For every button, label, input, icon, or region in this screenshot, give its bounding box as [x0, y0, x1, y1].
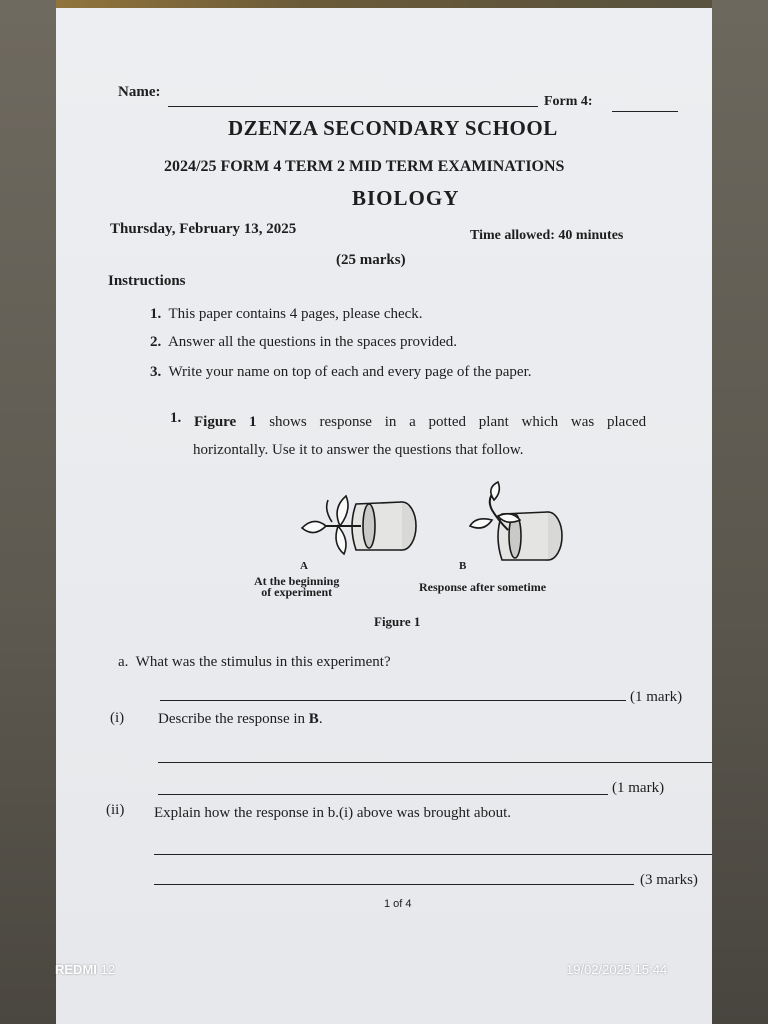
total-marks: (25 marks) [336, 252, 406, 268]
name-answer-line [168, 106, 538, 107]
question-part-ii: Explain how the response in b.(i) above was brought about. [154, 805, 512, 821]
camera-watermark-datetime: 19/02/2025 15:44 [566, 962, 668, 977]
part-ii-label: (ii) [106, 802, 125, 818]
figure-caption-b: Response after sometime [419, 580, 547, 594]
question-part-a [118, 654, 391, 671]
part-label: a. [118, 654, 129, 670]
instruction-number: 3. [150, 364, 162, 380]
answer-line-a[interactable] [160, 700, 626, 701]
part-i-label: (i) [110, 710, 125, 726]
answer-line-ii-2[interactable] [154, 884, 634, 885]
plant-figure [236, 480, 576, 620]
school-name: DZENZA SECONDARY SCHOOL [228, 116, 558, 140]
marks-ii: (3 marks) [640, 872, 698, 888]
instruction-text: Write your name on top of each and every page of the paper. [168, 364, 532, 380]
answer-line-i-2[interactable] [158, 794, 608, 795]
exam-paper [56, 8, 712, 1024]
instruction-text: Answer all the questions in the spaces provided. [167, 334, 458, 350]
background-left [0, 0, 56, 1024]
figure-label-a: A [300, 560, 308, 572]
question-text-line2: horizontally. Use it to answer the questions that follow. [193, 442, 524, 458]
part-text: What was the stimulus in this experiment? [135, 654, 391, 670]
instruction-item [150, 306, 423, 323]
plant-b-drawing [470, 482, 562, 560]
figure-reference: Figure 1 [194, 414, 257, 430]
form-answer-line [612, 111, 678, 112]
question-number: 1. [170, 410, 182, 426]
instruction-text: This paper contains 4 pages, please check. [168, 306, 423, 322]
figure-title: Figure 1 [374, 614, 421, 629]
question-text: shows response in a potted plant which was placed [269, 414, 647, 430]
plant-a-drawing [302, 496, 416, 554]
question-text-line1 [194, 414, 646, 431]
exam-title: 2024/25 FORM 4 TERM 2 MID TERM EXAMINATIONS [164, 158, 565, 175]
figure-caption-a: At the beginning of experiment [254, 574, 340, 599]
marks-i: (1 mark) [612, 780, 665, 796]
question-part-i: Describe the response in B. [158, 711, 323, 727]
camera-watermark-brand: REDMI 12 [55, 962, 115, 977]
background-right [712, 0, 768, 1024]
page-number: 1 of 4 [384, 898, 412, 910]
marks-a: (1 mark) [630, 689, 683, 705]
answer-line-ii-1[interactable] [154, 854, 712, 855]
subject-title: BIOLOGY [352, 186, 460, 210]
instruction-item [150, 364, 531, 381]
name-label: Name: [118, 84, 161, 100]
instruction-number: 1. [150, 306, 162, 322]
answer-line-i-1[interactable] [158, 762, 712, 763]
instructions-heading: Instructions [108, 273, 186, 289]
instruction-item [150, 334, 457, 351]
instruction-number: 2. [150, 334, 162, 350]
form-label: Form 4: [544, 94, 593, 109]
figure-label-b: B [459, 560, 467, 572]
time-allowed: Time allowed: 40 minutes [470, 228, 624, 243]
exam-date: Thursday, February 13, 2025 [110, 221, 297, 237]
